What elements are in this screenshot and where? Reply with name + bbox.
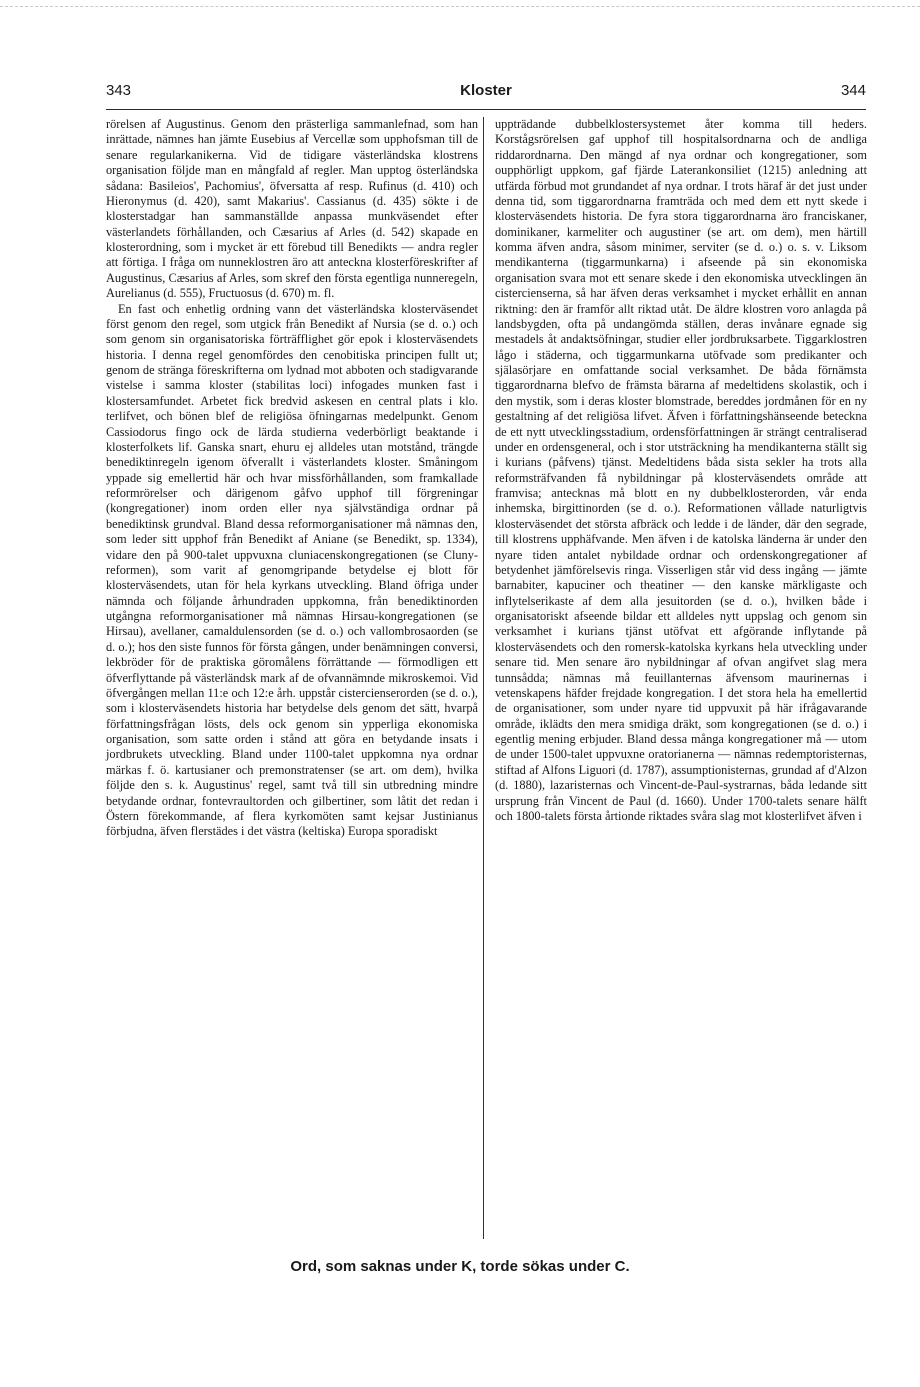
left-paragraph-1: rörelsen af Augustinus. Genom den prästerliga sammanlefnad, som han inrättade, nämnes han jämte Eusebius af Vercellæ som upphofsman till de senare regularkanikerna. Vid de tidigare västerländska klostrens organisation följde man en mångfald af regler. Man upptog österländska sådana: Basileios', Pachomius', öfversatta af resp. Rufinus (d. 410) och Hieronymus (d. 420), samt Makarius'. Cassianus (d. 435) sökte i de klosterstadgar han sammanställde anpassa munkväsendet efter västerlandets förhållanden, och Cæsarius af Arles (d. 542) skapade en klosterordning, som i mycket är ett förebud till Benedikts — andra regler att förtiga. I fråga om nunneklostren äro att anteckna klosterföreskrifter af Augustinus, Cæsarius af Arles, som skref den första egentliga nunneregeln, Aurelianus (d. 555), Fructuosus (d. 670) m. fl. — [106, 117, 478, 301]
right-paragraph-1: uppträdande dubbelklostersystemet åter komma till heders. Korstågsrörelsen gaf upphof till hospitalsordnarna och de andliga riddarordnarna. Den mängd af nya ordnar och kongregationer, som oupphörligt uppkom, gaf fjärde Laterankonsiliet (1215) anledning att utfärda förbud mot grundandet af nya ordnar. I trots häraf är det just under denna tid, som tiggarordnarna framträda och med dem ett nytt skede i klosterväsendets historia. De fyra stora tiggarordnarna äro franciskaner, dominikaner, karmeliter och augustiner (se art. om dem), men härtill komma äfven andra, såsom minimer, serviter (se d. o.) o. s. v. Liksom mendikanterna (tiggarmunkarna) i afseende på sin ekonomiska organisation svara mot ett senare skede i den ekonomiska utvecklingen än cistercienserna, så har äfven deras verksamhet i mycket erhållit en annan riktning: den är framför allt riktad utåt. De äldre klostren voro anlagda på landsbygden, ofta på undangömda ställen, deras invånare egnade sig mestadels åt andaktsöfningar, studier eller jordbruksarbete. Tiggarklostren lågo i städerna, och tiggarmunkarna utöfvade som predikanter och själasörjare en omfattande social verksamhet. De båda förnämsta tiggarordnarna blefvo de främsta bärarna af medeltidens skolastik, och i den mystik, som i deras kloster blomstrade, bereddes jordmånen för en ny gestaltning af det religiösa lifvet. Äfven i författningshänseende beteckna de ett nytt utvecklingsstadium, ordensförfattningen är strängt centraliserad under en ordensgeneral, och i stor utsträckning ha mendikanterna ställt sig i kurians (påfvens) tjänst. Medeltidens båda sista sekler ha trots alla reformsträfvanden få nybildningar på klosterväsendets område att framvisa; antecknas må blott en ny dubbelklosterorden, vår enda inhemska, birgittinorden (se d. o.). Reformationen vållade naturligtvis klosterväsendet det största afbräck och ledde i de länder, där den segrade, till klostrens upphäfvande. Men äfven i de katolska länderna är under den nyare tiden antalet nybildade ordnar och ordenskongregationer af betydenhet jämförelsevis ringa. Visserligen står vid dess ingång — jämte barnabiter, kapuciner och theatiner — den kanske märkligaste och inflytelserikaste af dem alla jesuitorden (se d. o.), hvilken både i organisatoriskt afseende bildar ett alldeles nytt uppslag och genom sin verksamhet i kurians tjänst utöfvat ett afgörande inflytande på klosterväsendets och den romersk-katolska kyrkans hela utveckling under senare tid. Men senare äro nybildningar af ofvan angifvet slag mera tunnsådda; nämnas må feuillanternas äfvensom maurinernas i vetenskapens häfder frejdade kongregation. I det stora hela ha emellertid de organisationer, som under nyare tid uppvuxit på här ifrågavarande område, iklädts den mera smidiga dräkt, som kongregationen (se d. o.) i egentlig mening erbjuder. Bland dessa många kongregationer må — utom de under 1500-talet uppvuxne oratorianerna — nämnas redemptoristernas, stiftad af Alfons Liguori (d. 1787), assumptionisternas, grundad af d'Alzon (d. 1880), lazaristernas och Vincent-de-Paul-systrarnas, båda ledande sitt ursprung från Vincent de Paul (d. 1660). Under 1700-talets senare hälft och 1800-talets första årtionde riktades svåra slag mot klosterlifvet äfven i — [495, 117, 867, 823]
left-column — [106, 117, 478, 840]
column-divider — [483, 117, 484, 1239]
scan-top-edge — [0, 6, 920, 7]
right-column — [495, 117, 867, 824]
page-title: Kloster — [460, 82, 512, 99]
header-rule — [106, 109, 866, 110]
footer-note: Ord, som saknas under K, torde sökas under C. — [290, 1258, 630, 1275]
page-number-left: 343 — [106, 82, 132, 99]
left-paragraph-2: En fast och enhetlig ordning vann det västerländska klosterväsendet först genom den regel, som utgick från Benedikt af Nursia (se d. o.) och som genom sin organisatoriska förträfflighet gör epok i klosterväsendets historia. I denna regel genomfördes den cenobitiska principen fullt ut; genom de stränga föreskrifterna om lydnad mot abboten och stadigvarande vistelse i samma kloster (stabilitas loci) infogades munken fast i klostersamfundet. Arbetet fick bredvid askesen en central plats i klo. terlifvet, och bönen blef de religiösa öfningarnas medelpunkt. Genom Cassiodorus fingo ock de lärda studierna vederbörligt beaktande i klosterfolkets lif. Ganska snart, ehuru ej alldeles utan motstånd, trängde benediktinregeln igenom öfverallt i västerlandets kloster. Småningom yppade sig emellertid här och hvar missförhållanden, som framkallade reformrörelser och därigenom gåfvo upphof till förgreningar (kongregationer) inom orden eller nya självständiga ordnar på benediktinsk grundval. Bland dessa reformorganisationer må nämnas den, som leder sitt upphof från Benedikt af Aniane (se Benedikt, sp. 1334), vidare den på 900-talet uppvuxna cluniacenskongregationen (se Cluny-reformen), som varit af genomgripande betydelse ej blott för klosterväsendets, utan för hela kyrkans utveckling. Bland öfriga under nämnda och följande århundraden uppkomna, från benediktinorden utgångna reformorganisationer må nämnas Hirsau-kongregationen (se Hirsau), avellaner, camaldulensorden (se d. o.) och vallombrosaorden (se d. o.); hos den siste funnos för första gången, under benämningen conversi, lekbröder för de praktiska göromålens förrättande — förmodligen ett öfverflyttande på västerländsk mark af de ofvannämnde mikroskemoi. Vid öfvergången mellan 11:e och 12:e årh. uppstår cistercienserorden (se d. o.), som i klosterväsendets historia har betydelse dels genom det sätt, hvarpå författningsfrågan lösts, dels ock genom sin ypperliga ekonomiska organisation, som satte orden i stånd att göra en betydande insats i jordbrukets utveckling. Bland under 1100-talet uppkomna nya ordnar märkas f. ö. kartusianer och premonstratenser (se art. om dem), hvilka följde den s. k. Augustinus' regel, samt två till sin utbredning mindre betydande ordnar, fontevraultorden och gilbertiner, som låtit det redan i Östern förekommande, af flera kyrkomöten samt kejsar Justinianus förbjudna, äfven flerstädes i det västra (keltiska) Europa sporadiskt — [106, 301, 478, 839]
page-header — [106, 82, 866, 104]
page-number-right: 344 — [840, 82, 866, 99]
